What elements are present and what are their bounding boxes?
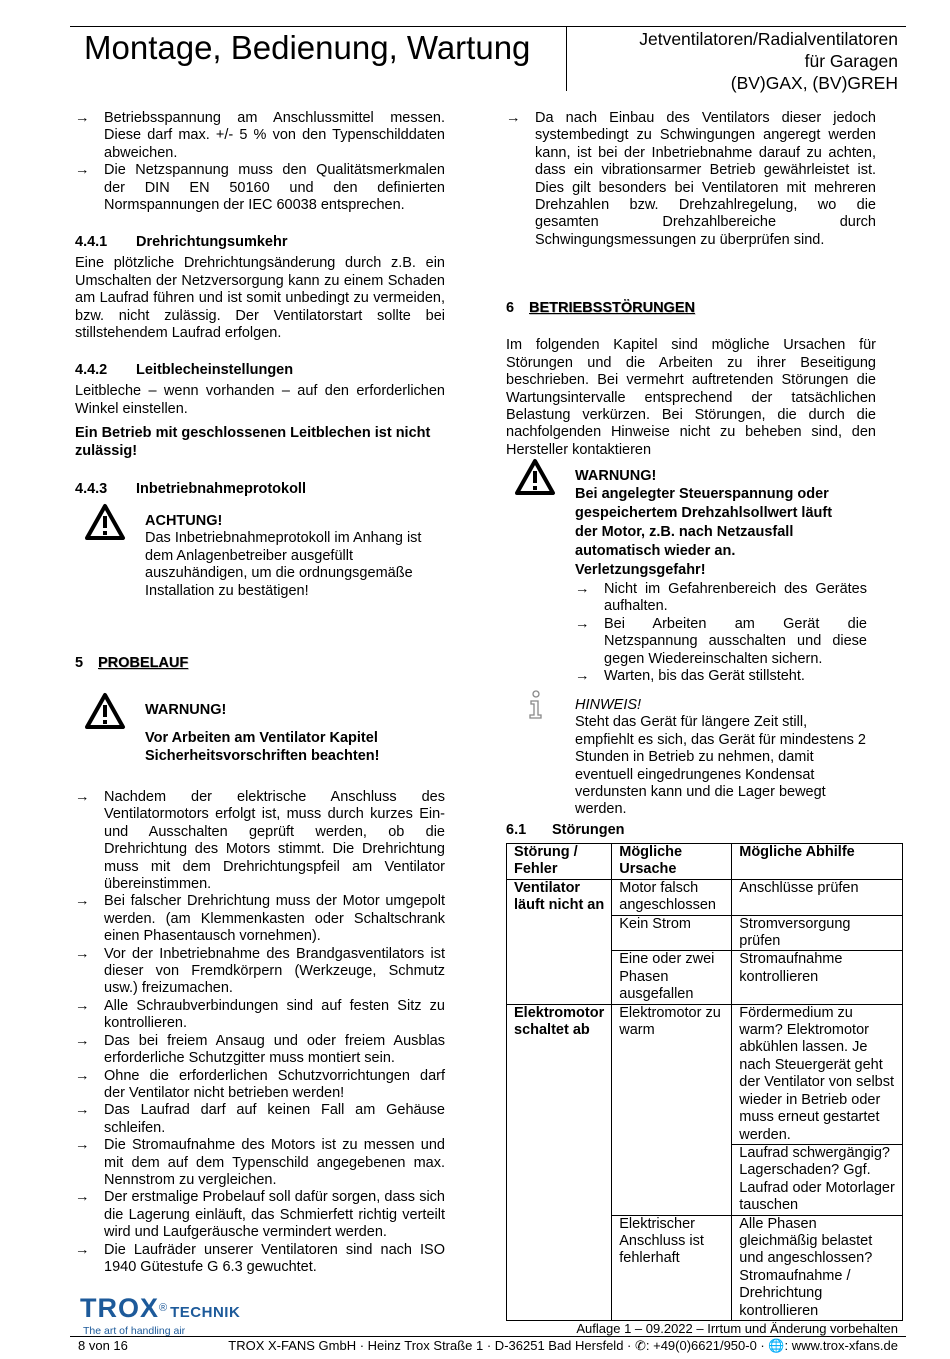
list-item: → Bei Arbeiten am Gerät die Netzspannung ausschalten und diese gegen Wiedereinschalten sichern. [575,615,867,667]
section-4-4-2 [75,362,445,460]
list-item: → Die Laufräder unserer Ventilatoren sind nach ISO 1940 Gütestufe G 6.3 gewuchtet. [75,1241,445,1275]
section-heading: 5 PROBELAUF [75,655,189,671]
table-header-row [507,844,903,880]
warning-box [575,468,853,580]
list-item: → Die Netzspannung muss den Qualitätsmerkmalen der DIN EN 50160 und den definierten Normspannungen der IEC 60038 entsprechen. [75,162,445,214]
warning-triangle-icon [84,692,126,730]
list-item: → Die Stromaufnahme des Motors ist zu messen und mit dem auf dem Typenschild angegebenen max. Nennstrom zu vergleichen. [75,1137,445,1188]
list-item: → Bei falscher Drehrichtung muss der Motor umgepolt werden. (am Klemmenkasten oder Schaltschrank einen Phasentausch vornehmen). [75,893,445,945]
warning-title: WARNUNG! [145,702,227,718]
footer-address: TROX X-FANS GmbH · Heinz Trox Straße 1 · D-36251 Bad Hersfeld · ✆: +49(0)6621/950-0 · 🌐: www.trox-xfans.de [228,1338,898,1353]
list-item: → Der erstmalige Probelauf soll dafür sorgen, dass sich die Lagerung einläuft, das Schmierfett richtig verteilt wird und Laufgeräusche vermindert werden. [75,1189,445,1241]
arrow-icon: → [575,581,590,597]
section-6 [506,300,876,459]
section-4-4-3 [75,481,445,498]
arrow-icon: → [75,1067,90,1084]
caution-box [145,513,437,600]
section-heading: 4.4.2 Leitblecheinstellungen [75,362,294,378]
warning-text: Vor Arbeiten am Ventilator Kapitel Sicherheitsvorschriften beachten! [145,730,380,764]
table-cell-remedy: Anschlüsse prüfen [732,879,903,915]
table-cell-remedy: Stromaufnahme kontrollieren [732,951,903,1004]
header-top-rule [70,26,906,27]
list-item: → Nachdem der elektrische Anschluss des Ventilatormotors erfolgt ist, muss durch kurzes Ein- und Ausschalten geprüft werden, ob die Drehrichtung des Motors stimmt. Die Drehrichtung muss mit dem Drehrichtungspfeil am Ventilator übereinstimmen. [75,789,445,893]
table-cell-fault: Elektromotor schaltet ab [507,1004,612,1320]
arrow-icon: → [575,668,590,685]
arrow-icon: → [75,1102,90,1119]
list-item: → Warten, bis das Gerät stillsteht. [575,668,805,685]
left-bullets-top [75,110,445,214]
bold-notice: Ein Betrieb mit geschlossenen Leitblechen ist nicht zulässig! [75,425,431,459]
list-item: → Vor der Inbetriebnahme des Brandgasventilators ist dieser von Fremdkörpern (Werkzeuge, Schmutz usw.) freizumachen. [75,945,445,997]
table-cell-remedy: Fördermedium zu warm? Elektromotor abkühlen lassen. Je nach Steuergerät geht der Ventilator von selbst wieder in Betrieb oder muss erneut gestartet werden. [732,1004,903,1144]
logo-tagline: The art of handling air [83,1325,186,1337]
footer-rule [70,1336,906,1337]
warning-box [145,702,425,765]
arrow-icon: → [75,1032,90,1049]
arrow-icon: → [75,162,90,179]
logo-suffix: TECHNIK [170,1304,241,1321]
warning-triangle-icon [84,503,126,541]
arrow-icon: → [75,945,90,962]
arrow-icon: → [75,789,90,805]
table-row [507,1004,903,1144]
right-bullet-top [506,110,876,249]
arrow-icon: → [506,110,521,126]
faults-table [506,843,903,1321]
header-subtitle [639,28,898,94]
arrow-icon: → [75,110,90,126]
header-subtitle-line: für Garagen [804,51,898,71]
page-title: Montage, Bedienung, Wartung [84,29,531,66]
arrow-icon: → [75,1189,90,1206]
list-item: → Das Laufrad darf auf keinen Fall am Gehäuse schleifen. [75,1102,445,1136]
arrow-icon: → [75,1241,90,1258]
warning-title: WARNUNG! [575,468,657,484]
section-heading: 6.1 Störungen [506,822,625,838]
header-subtitle-line: Jetventilatoren/Radialventilatoren [639,29,898,49]
trox-logo [80,1294,240,1337]
hint-text: Steht das Gerät für längere Zeit still, empfiehlt es sich, das Gerät für mindestens 2 Stunden in Betrieb zu nehmen, damit eventuell eingedrungenes Kondensat verdunsten kann und die Lager bewegt werden. [575,714,866,818]
table-row [507,879,903,915]
arrow-icon: → [575,615,590,632]
paragraph: Im folgenden Kapitel sind mögliche Ursachen für Störungen und die Arbeiten zu ihrer Beseitigung beschrieben. Bei vermehrt auftretenden Störungen die Wartungsintervalle entsprechend der tatsächlichen Belastung verkürzen. Bei Störungen, die durch die nachfolgenden Hinweise nicht zu beheben sind, den Hersteller kontaktieren [506,337,876,458]
table-cell-remedy: Alle Phasen gleichmäßig belastet und angeschlossen? Stromaufnahme / Drehrichtung kontrollieren [732,1215,903,1320]
paragraph: Eine plötzliche Drehrichtungsänderung durch z.B. ein Umschalten der Netzversorgung kann zu einem Schaden am Laufrad führen und ist somit unbedingt zu vermeiden, bzw. nicht zulässig. Der Ventilatorstart sollte bei stillstehendem Laufrad erfolgen. [75,255,445,342]
hint-title: HINWEIS! [575,697,642,713]
header-divider [566,27,567,91]
section-4-4-1 [75,234,445,342]
table-cell-remedy: Laufrad schwergängig? Lagerschaden? Ggf. Laufrad oder Motorlager tauschen [732,1144,903,1215]
footer-edition: Auflage 1 – 09.2022 – Irrtum und Änderung vorbehalten [576,1321,898,1336]
arrow-icon: → [75,997,90,1014]
page-number: 8 von 16 [78,1338,128,1353]
section-6-1 [506,822,876,839]
logo-wordmark: TROX [80,1293,160,1323]
table-cell-cause: Elektrischer Anschluss ist fehlerhaft [612,1215,732,1320]
list-item: → Da nach Einbau des Ventilators dieser jedoch systembedingt zu Schwingungen angeregt werden kann, ist bei der Inbetriebnahme darauf zu achten, dass ein vibrationsarmer Betrieb gewährleistet ist. Dies gilt besonders bei Ventilatoren mit mehreren Drehzahlen bzw. Drehzahlregelung, wo die gesamten Drehzahlbereiche durch Schwingungsmessungen zu überprüfen sind. [506,110,876,248]
table-cell-cause: Elektromotor zu warm [612,1004,732,1215]
caution-title: ACHTUNG! [145,513,223,529]
section-heading: 6 BETRIEBSSTÖRUNGEN [506,300,695,316]
paragraph: Leitbleche – wenn vorhanden – auf den erforderlichen Winkel einstellen. [75,383,445,417]
list-item: → Alle Schraubverbindungen sind auf festen Sitz zu kontrollieren. [75,997,445,1032]
left-bullets-s5 [75,789,445,1276]
section-heading: 4.4.3 Inbetriebnahmeprotokoll [75,481,306,497]
table-cell-cause: Kein Strom [612,915,732,951]
section-heading: 4.4.1 Drehrichtungsumkehr [75,234,288,250]
caution-text: Das Inbetriebnahmeprotokoll im Anhang ist dem Anlagenbetreiber ausgefüllt auszuhändigen, um die ordnungsgemäße Installation zu bestätigen! [145,530,422,599]
warning-triangle-icon [514,458,556,496]
logo-registered: ® [159,1302,168,1314]
info-icon [525,690,547,720]
list-item: → Das bei freiem Ansaug und oder freiem Ausblas erforderliche Schutzgitter muss montiert sein. [75,1032,445,1067]
table-cell-fault: Ventilator läuft nicht an [507,879,612,1004]
header-subtitle-line: (BV)GAX, (BV)GREH [730,73,898,93]
list-item: → Nicht im Gefahrenbereich des Gerätes aufhalten. [575,581,867,615]
warning-text: Bei angelegter Steuerspannung oder gespeichertem Drehzahlsollwert läuft der Motor, z.B. nach Netzausfall automatisch wieder an. Verletzungsgefahr! [575,486,833,579]
list-item: → Ohne die erforderlichen Schutzvorrichtungen darf der Ventilator nicht betrieben werden! [75,1067,445,1101]
section-5 [75,655,445,672]
hint-box [575,697,867,819]
table-header-cell: Mögliche Ursache [612,844,732,880]
table-cell-cause: Eine oder zwei Phasen ausgefallen [612,951,732,1004]
table-cell-remedy: Stromversorgung prüfen [732,915,903,951]
table-cell-cause: Motor falsch angeschlossen [612,879,732,915]
table-header-cell: Störung / Fehler [507,844,612,880]
arrow-icon: → [75,1137,90,1154]
table-header-cell: Mögliche Abhilfe [732,844,903,880]
arrow-icon: → [75,893,90,910]
list-item: → Betriebsspannung am Anschlussmittel messen. Diese darf max. +/- 5 % von den Typenschilddaten abweichen. [75,110,445,161]
warning-bullets [575,581,867,685]
